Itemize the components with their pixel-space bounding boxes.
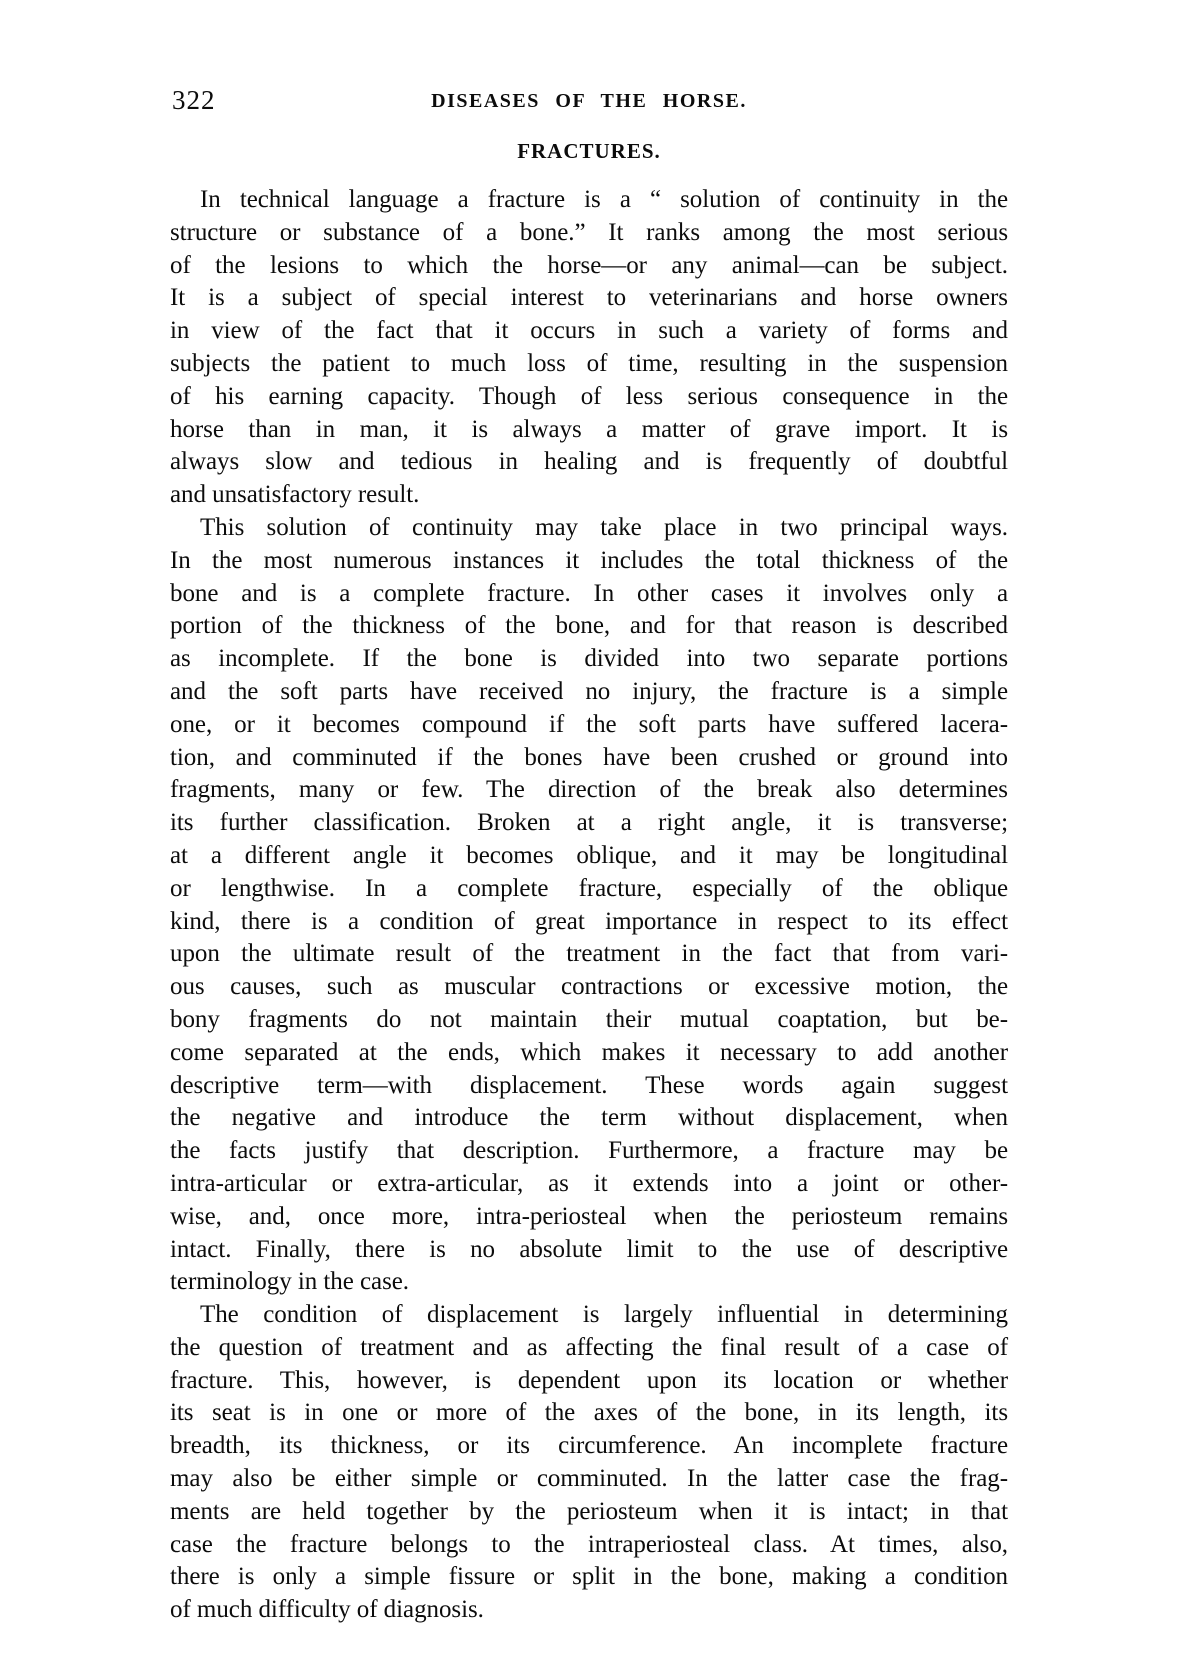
text-line: of much difficulty of diagnosis. (170, 1596, 484, 1624)
text-line: ous causes, such as muscular contractions or excessive motion, the (170, 973, 1008, 1001)
text-line: may also be either simple or comminuted. In the latter case the frag- (170, 1465, 1008, 1493)
text-line: terminology in the case. (170, 1268, 410, 1296)
text-line: the negative and introduce the term without displacement, when (170, 1104, 1008, 1132)
paragraph (170, 184, 1008, 512)
text-line: in view of the fact that it occurs in such a variety of forms and (170, 317, 1008, 345)
text-line: intact. Finally, there is no absolute limit to the use of descriptive (170, 1235, 1008, 1263)
text-line: kind, there is a condition of great importance in respect to its effect (170, 907, 1008, 935)
text-line: In the most numerous instances it includes the total thickness of the (170, 546, 1008, 574)
text-line: its further classification. Broken at a right angle, it is transverse; (170, 809, 1008, 837)
text-line: the question of treatment and as affecting the final result of a case of (170, 1333, 1008, 1361)
text-line: horse than in man, it is always a matter of grave import. It is (170, 415, 1008, 443)
paragraph (170, 512, 1008, 1299)
text-line: fracture. This, however, is dependent upon its location or whether (170, 1366, 1008, 1394)
text-line: structure or substance of a bone.” It ranks among the most serious (170, 218, 1008, 246)
text-line: of his earning capacity. Though of less serious consequence in the (170, 382, 1008, 410)
text-line: one, or it becomes compound if the soft parts have suffered lacera- (170, 710, 1008, 738)
running-header: DISEASES OF THE HORSE. (431, 90, 747, 112)
body-text (170, 184, 1008, 1627)
text-line: In technical language a fracture is a “ solution of continuity in the (200, 186, 1008, 213)
text-line: as incomplete. If the bone is divided into two separate portions (170, 645, 1008, 673)
text-line: It is a subject of special interest to veterinarians and horse owners (170, 284, 1008, 312)
text-line: subjects the patient to much loss of time, resulting in the suspension (170, 349, 1008, 377)
text-line: or lengthwise. In a complete fracture, especially of the oblique (170, 874, 1008, 902)
text-line: The condition of displacement is largely influential in determining (200, 1301, 1008, 1329)
text-line: descriptive term—with displacement. These words again suggest (170, 1071, 1008, 1099)
text-line: tion, and comminuted if the bones have been crushed or ground into (170, 743, 1008, 771)
text-line: wise, and, once more, intra-periosteal when the periosteum remains (170, 1202, 1008, 1230)
text-line: ments are held together by the periosteum when it is intact; in that (170, 1497, 1008, 1525)
text-line: at a different angle it becomes oblique, and it may be longitudinal (170, 841, 1008, 869)
text-line: intra-articular or extra-articular, as it extends into a joint or other- (170, 1169, 1008, 1197)
text-line: bony fragments do not maintain their mutual coaptation, but be- (170, 1005, 1008, 1033)
text-line: of the lesions to which the horse—or any animal—can be subject. (170, 251, 1008, 279)
text-line: come separated at the ends, which makes it necessary to add another (170, 1038, 1008, 1066)
text-line: its seat is in one or more of the axes of the bone, in its length, its (170, 1399, 1008, 1427)
text-line: breadth, its thickness, or its circumference. An incomplete fracture (170, 1432, 1008, 1460)
text-line: fragments, many or few. The direction of the break also determines (170, 776, 1008, 804)
text-line: upon the ultimate result of the treatment in the fact that from vari- (170, 940, 1008, 968)
page-number: 322 (172, 85, 216, 115)
text-line: This solution of continuity may take place in two principal ways. (200, 513, 1008, 541)
text-line: there is only a simple fissure or split in the bone, making a condition (170, 1563, 1008, 1591)
text-line: the facts justify that description. Furthermore, a fracture may be (170, 1137, 1008, 1165)
text-line: and the soft parts have received no injury, the fracture is a simple (170, 677, 1008, 705)
text-line: case the fracture belongs to the intraperiosteal class. At times, also, (170, 1530, 1008, 1558)
text-line: portion of the thickness of the bone, and for that reason is described (170, 612, 1008, 640)
text-line: and unsatisfactory result. (170, 481, 420, 509)
text-line: bone and is a complete fracture. In other cases it involves only a (170, 579, 1008, 607)
text-line: always slow and tedious in healing and is frequently of doubtful (170, 448, 1008, 476)
paragraph (170, 1299, 1008, 1627)
section-title: FRACTURES. (517, 139, 661, 163)
